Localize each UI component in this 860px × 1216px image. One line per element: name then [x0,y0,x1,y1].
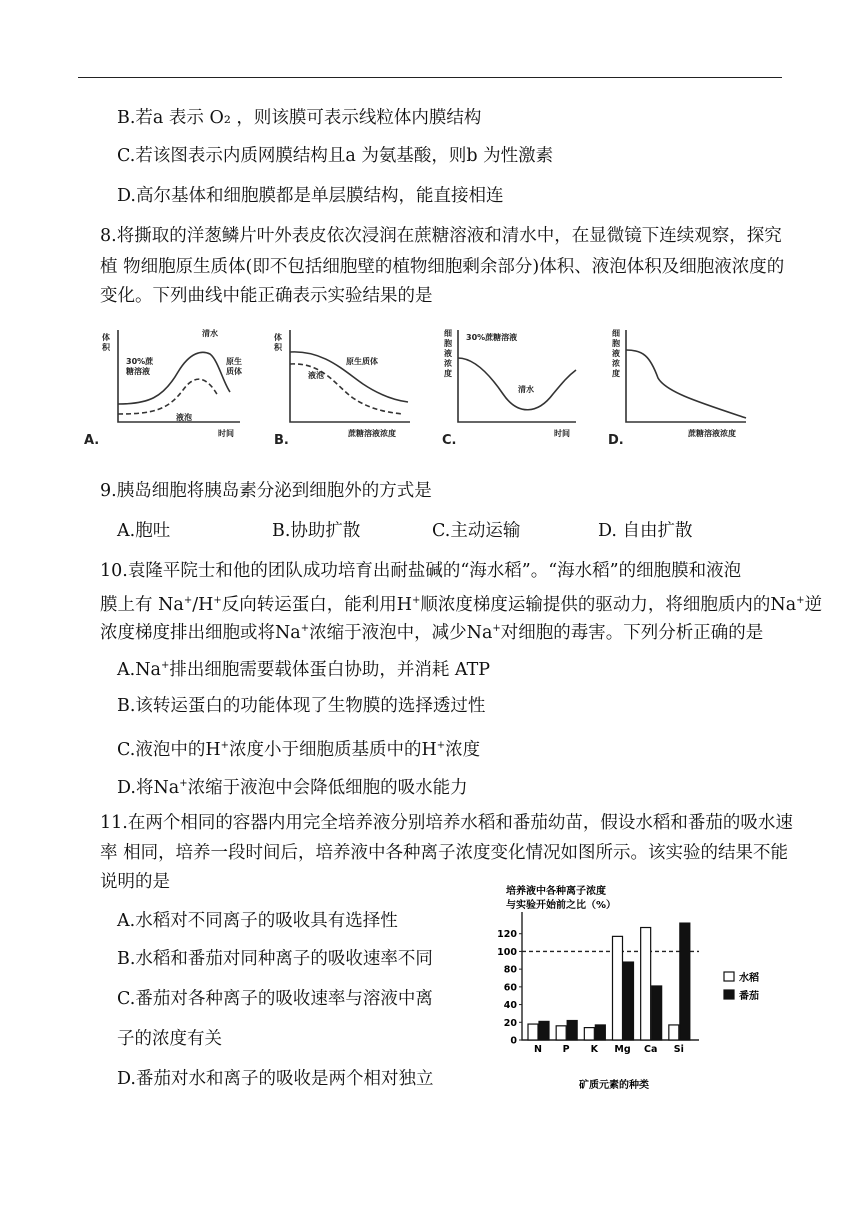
fig-c-curve [458,358,576,410]
q11-option-a: A.水稻对不同离子的吸收具有选择性 [117,911,398,931]
fig-b-label-vacuole: 液泡 [308,371,324,380]
q9-option-b: B.协助扩散 [272,521,361,541]
chart-bar-P-0 [556,1026,566,1040]
fig-c-yaxis-1: 细 [444,329,452,338]
fig-d-curve [626,350,746,418]
fig-a-label-sucrose-2: 糖溶液 [126,367,150,376]
chart-category-P: P [562,1044,570,1055]
fig-d-axes [626,330,746,422]
q10-stem-line1: 10.袁隆平院士和他的团队成功培育出耐盐碱的“海水稻”。“海水稻”的细胞膜和液泡 [100,561,742,581]
fig-a-yaxis-2: 积 [102,343,110,352]
chart-legend-swatch-1 [724,990,734,999]
chart-bar-N-1 [539,1021,549,1040]
q9-stem: 9.胰岛细胞将胰岛素分泌到细胞外的方式是 [100,481,432,501]
chart-ytick-label-60: 60 [503,982,517,994]
q7-option-d: D.高尔基体和细胞膜都是单层膜结构，能直接相连 [117,186,504,206]
chart-category-N: N [534,1044,542,1055]
q10-stem-line3: 浓度梯度排出细胞或将Na+浓缩于液泡中，减少Na+对细胞的毒害。下列分析正确的是 [100,622,764,643]
chart-bar-Si-1 [680,923,690,1040]
q11-option-b: B.水稻和番茄对同种离子的吸收速率不同 [117,949,433,969]
fig-d-letter: D. [608,433,624,448]
chart-bar-N-0 [528,1024,538,1040]
fig-a-label-water: 清水 [202,329,218,338]
q10-option-c: C.液泡中的H+浓度小于细胞质基质中的H+浓度 [117,739,481,760]
chart-bar-K-1 [595,1025,605,1040]
fig-a-letter: A. [84,433,100,448]
fig-b-xaxis: 蔗糖溶液浓度 [348,429,396,438]
chart-ytick-label-100: 100 [497,946,517,958]
q9-option-d: D. 自由扩散 [598,521,693,541]
fig-a-yaxis-1: 体 [102,333,110,342]
fig-a-label-protoplast-2: 质体 [226,367,242,376]
fig-c-yaxis-5: 度 [444,369,452,378]
chart-category-Mg: Mg [614,1044,631,1055]
header-rule [78,77,782,78]
q8-stem-line2: 植 物细胞原生质体(即不包括细胞壁的植物细胞剩余部分)体积、液泡体积及细胞液浓度的 [100,257,785,277]
fig-b-yaxis-2: 积 [274,343,282,352]
fig-d-yaxis-3: 液 [612,349,620,358]
q9-option-a: A.胞吐 [117,521,171,541]
fig-b-yaxis-1: 体 [274,333,282,342]
q7-option-c: C.若该图表示内质网膜结构且a 为氨基酸，则b 为性激素 [117,146,554,166]
chart-bar-Mg-1 [624,962,634,1040]
fig-d-yaxis-4: 浓 [612,359,620,368]
fig-c-yaxis-2: 胞 [444,339,452,348]
fig-a-label-vacuole: 液泡 [176,413,192,422]
fig-c-letter: C. [442,433,457,448]
q11-option-c: C.番茄对各种离子的吸收速率与溶液中离 [117,989,433,1009]
chart-ytick-label-20: 20 [503,1017,517,1029]
q8-stem-line3: 变化。下列曲线中能正确表示实验结果的是 [100,286,433,306]
fig-a-label-sucrose-1: 30%蔗 [126,357,154,366]
q11-option-d: D.番茄对水和离子的吸收是两个相对独立 [117,1069,434,1089]
q11-stem-line1: 11.在两个相同的容器内用完全培养液分别培养水稻和番茄幼苗，假设水稻和番茄的吸水速 [100,813,793,833]
fig-d-yaxis-2: 胞 [612,339,620,348]
chart-legend-label-0: 水稻 [739,973,759,984]
chart-ytick-label-120: 120 [497,929,517,941]
fig-c-axes [458,330,576,422]
fig-a-xaxis: 时间 [218,429,234,438]
chart-category-Si: Si [673,1044,684,1055]
chart-bar-K-0 [584,1028,594,1040]
q10-option-b: B.该转运蛋白的功能体现了生物膜的选择透过性 [117,696,486,716]
q10-stem-line2: 膜上有 Na+/H+反向转运蛋白，能利用H+顺浓度梯度运输提供的驱动力，将细胞质内的Na+逆 [100,594,823,615]
q8-stem-line1: 8.将撕取的洋葱鳞片叶外表皮依次浸润在蔗糖溶液和清水中，在显微镜下连续观察，探究 [100,226,782,246]
q11-stem-line2: 率 相同，培养一段时间后，培养液中各种离子浓度变化情况如图所示。该实验的结果不能 [100,843,789,863]
chart-legend-swatch-0 [724,972,734,981]
fig-c-yaxis-4: 浓 [444,359,452,368]
fig-a-curve-vacuole [118,379,218,414]
fig-d-yaxis-5: 度 [612,369,620,378]
fig-b-label-protoplast: 原生质体 [346,357,378,366]
chart-xlabel: 矿质元素的种类 [579,1080,649,1091]
chart-title-line2: 与实验开始前之比（%） [506,900,617,911]
chart-bar-Ca-0 [641,928,651,1040]
chart-axes [522,912,699,1040]
chart-ytick-label-0: 0 [510,1035,517,1047]
fig-c-label-water: 清水 [518,385,534,394]
q11-option-c-cont: 子的浓度有关 [117,1029,222,1049]
chart-ytick-label-80: 80 [503,964,517,976]
chart-legend-label-1: 番茄 [739,991,759,1002]
fig-a-label-protoplast-1: 原生 [226,357,242,366]
chart-bar-Si-0 [669,1025,679,1040]
q11-stem-line3: 说明的是 [100,872,170,892]
fig-b-letter: B. [274,433,289,448]
q10-option-d: D.将Na+浓缩于液泡中会降低细胞的吸水能力 [117,777,468,798]
q11-bar-chart [484,880,784,1095]
fig-d-xaxis: 蔗糖溶液浓度 [688,429,736,438]
chart-bar-P-1 [567,1021,577,1040]
q7-option-b: B.若a 表示 O₂ ，则该膜可表示线粒体内膜结构 [117,108,482,128]
fig-c-yaxis-3: 液 [444,349,452,358]
chart-category-Ca: Ca [643,1044,658,1055]
chart-title-line1: 培养液中各种离子浓度 [506,886,606,897]
fig-d-yaxis-1: 细 [612,329,620,338]
q9-option-c: C.主动运输 [432,521,521,541]
q10-option-a: A.Na+排出细胞需要载体蛋白协助，并消耗 ATP [117,659,491,680]
fig-c-label-sucrose: 30%蔗糖溶液 [466,333,518,342]
chart-bar-Ca-1 [652,986,662,1040]
chart-ytick-label-40: 40 [503,1000,517,1012]
chart-category-K: K [590,1044,599,1055]
fig-c-xaxis: 时间 [554,429,570,438]
chart-bar-Mg-0 [613,936,623,1040]
q8-figures [78,322,778,450]
